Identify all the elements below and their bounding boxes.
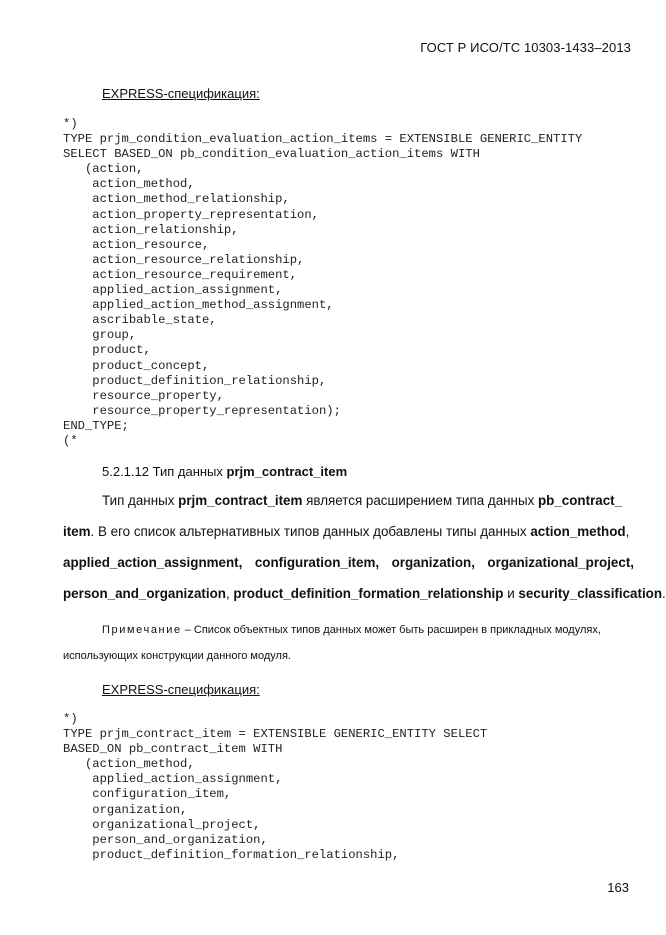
clause-type-name: prjm_contract_item [226,464,348,479]
paragraph-line-3 [63,555,634,570]
paragraph-line-1 [102,493,622,508]
text-run: и [503,586,519,601]
note-label: Примечание [102,624,182,636]
standard-header: ГОСТ Р ИСО/ТС 10303-1433–2013 [420,40,631,55]
note-dash: – [181,624,194,636]
clause-heading [102,464,347,479]
bold-term: item [63,524,91,539]
bold-term: person_and_organization [63,586,226,601]
bold-term: prjm_contract_item [178,493,303,508]
bold-term: action_method [530,524,626,539]
text-run: . [662,586,666,601]
page-number: 163 [607,880,629,895]
express-spec-title-1: EXPRESS-спецификация: [102,86,260,101]
note-line-1 [102,624,601,636]
bold-term: pb_contract_ [538,493,623,508]
express-code-block-1: *) TYPE prjm_condition_evaluation_action_items = EXTENSIBLE GENERIC_ENTITY SELECT BASED_ON pb_condition_evaluation_action_items WITH (action, action_method, action_method_relationship, action_property_representation, action_relationship, action_resource, action_resource_relationship, action_resource_requirement, applied_action_assignment, applied_action_method_assignment, ascribable_state, group, product, product_concept, product_definition_relationship, resource_property, resource_property_representation); END_TYPE; (* [63,117,583,448]
text-run: , [625,524,630,539]
bold-term: product_definition_formation_relationship [233,586,504,601]
note-text: Список объектных типов данных может быть расширен в прикладных модулях, [193,624,601,636]
text-run: является расширением типа данных [302,493,538,508]
text-run: Тип данных [102,493,179,508]
express-spec-title-2: EXPRESS-спецификация: [102,682,260,697]
text-run: . В его список альтернативных типов данных добавлены типы данных [90,524,531,539]
paragraph-line-4 [63,586,666,601]
paragraph-line-2 [63,524,629,539]
text-run: , [225,586,234,601]
bold-term: organization, [391,555,475,570]
bold-term: organizational_project, [487,555,634,570]
express-code-block-2: *) TYPE prjm_contract_item = EXTENSIBLE GENERIC_ENTITY SELECT BASED_ON pb_contract_item WITH (action_method, applied_action_assignment, configuration_item, organization, organizational_project, person_and_organization, product_definition_formation_relationship, [63,712,488,862]
bold-term: configuration_item, [254,555,380,570]
bold-term: applied_action_assignment, [63,555,243,570]
bold-term: security_classification [518,586,663,601]
note-line-2: использующих конструкции данного модуля. [63,650,291,662]
clause-number: 5.2.1.12 Тип данных [102,464,227,479]
